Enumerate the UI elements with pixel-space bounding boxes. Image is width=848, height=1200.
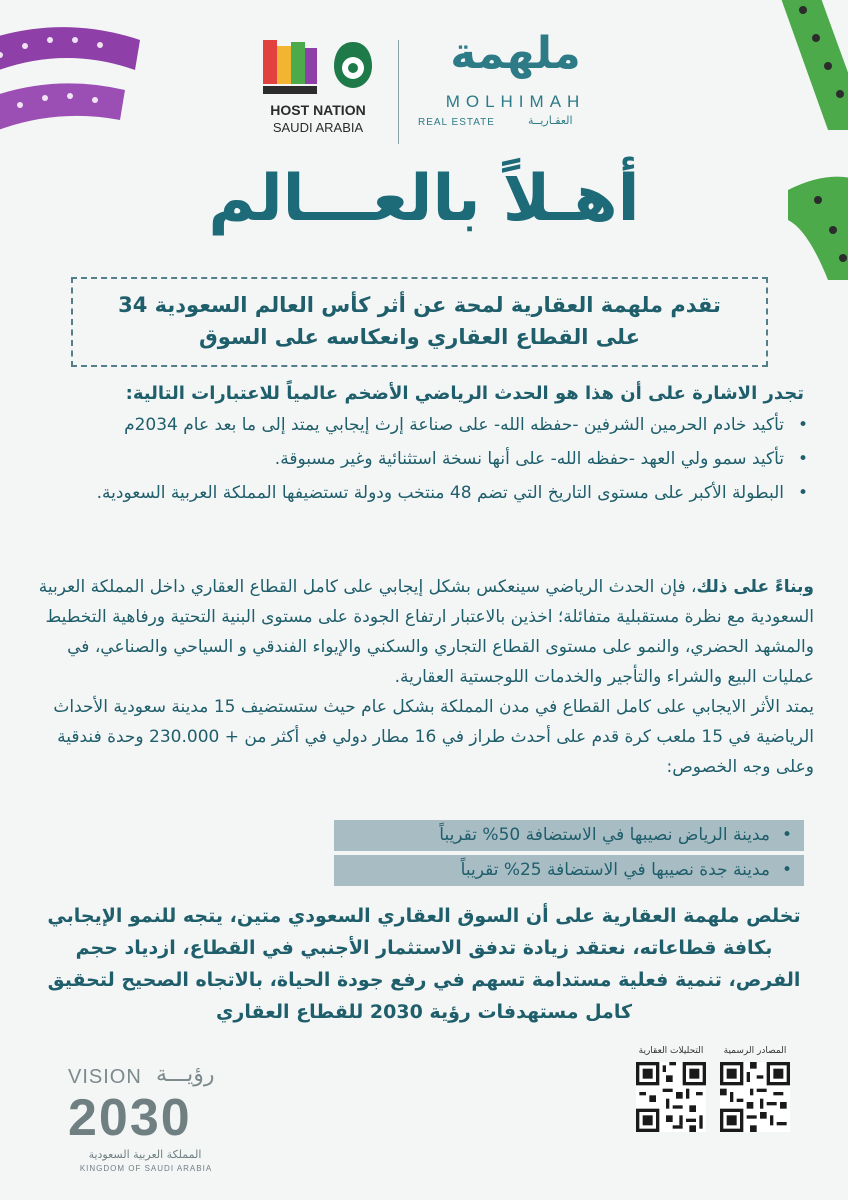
real-estate-arabic: العقـاريــة <box>528 114 573 127</box>
qr-analysis-label: التحليلات العقارية <box>638 1046 704 1056</box>
paragraph-text-1: ، فإن الحدث الرياضي سينعكس بشكل إيجابي على كامل القطاع العقاري داخل المملكة العربية السعودية مع نظرة مستقبلية متفائلة؛ اخذين بالاعتبار ارتفاع الجودة على مستوى البنية التحتية ورفاهية التخطيط والمشهد الحضري، والنمو على مستوى القطاع التجاري والسكني والإيواء الفندقي و السياحي والصناعي، في عمليات البيع والشراء والتأجير والخدمات اللوجستية العقارية. <box>38 577 814 687</box>
highlight-riyadh: • مدينة الرياض نصيبها في الاستضافة 50% تقريباً <box>334 820 804 851</box>
vision-label-arabic: رؤيـــة <box>156 1062 215 1087</box>
saudi-arabia-text: SAUDI ARABIA <box>272 120 364 135</box>
paragraph-lead: وبناءً على ذلك <box>696 577 814 597</box>
purple-ribbon-decoration <box>0 10 150 170</box>
kingdom-name-english: KINGDOM OF SAUDI ARABIA <box>79 1164 213 1173</box>
green-ribbon-decoration <box>768 0 848 130</box>
real-estate-english: REAL ESTATE <box>418 117 495 128</box>
list-item: • تأكيد خادم الحرمين الشرفين -حفظه الله- على صناعة إرث إيجابي يمتد إلى ما بعد عام 2034م <box>44 410 814 440</box>
molhimah-logo-english: MOLHIMAH <box>445 92 586 111</box>
list-item: • البطولة الأكبر على مستوى التاريخ التي تضم 48 منتخب ودولة تستضيفها المملكة العربية السعودية. <box>44 478 814 508</box>
paragraph-text-2: يمتد الأثر الايجابي على كامل القطاع في مدن المملكة بشكل عام حيث ستستضيف 15 مدينة سعودية الأحداث الرياضية في 15 ملعب كرة قدم على أحدث طراز في 16 مطار دولي في أكثر من + 230.000 وحدة فندقية وعلى وجه الخصوص: <box>53 697 814 777</box>
page-title: أهـلاً بالعـــالم <box>208 162 640 236</box>
kingdom-name-arabic: المملكة العربية السعودية <box>88 1148 202 1161</box>
intro-line-2: على القطاع العقاري وانعكاسه على السوق <box>199 325 640 349</box>
qr-code-icon[interactable] <box>636 1062 706 1132</box>
vision-2030-logo <box>60 1062 230 1176</box>
list-item: • تأكيد سمو ولي العهد -حفظه الله- على أنها نسخة استثنائية وغير مسبوقة. <box>44 444 814 474</box>
vision-label-english: VISION <box>68 1066 142 1088</box>
conclusion-text: تخلص ملهمة العقارية على أن السوق العقاري السعودي متين، يتجه للنمو الإيجابي بكافة قطاعاته، نعتقد زيادة تدفق الاستثمار الأجنبي في القطاع، ازدياد حجم الفرص، تنمية فعلية مستدامة تسهم في رفع جودة الحياة، بالاتجاه الصحيح لتحقيق كامل مستهدفات رؤية 2030 للقطاع العقاري <box>47 905 801 1023</box>
intro-line-1: تقدم ملهمة العقارية لمحة عن أثر كأس العالم السعودية 34 <box>118 293 721 317</box>
saudi-2034-logo <box>261 38 319 96</box>
qr-official-block[interactable] <box>720 1046 790 1136</box>
highlight-jeddah: • مدينة جدة نصيبها في الاستضافة 25% تقريباً <box>334 855 804 886</box>
body-paragraph <box>24 572 814 782</box>
intro-box <box>71 277 768 367</box>
host-nation-text: HOST NATION <box>270 102 366 118</box>
considerations-list <box>44 410 814 512</box>
molhimah-logo-arabic: ملهمة <box>450 28 581 79</box>
qr-code-icon[interactable] <box>720 1062 790 1132</box>
qr-analysis-block[interactable] <box>636 1046 706 1136</box>
qr-official-label: المصادر الرسمية <box>723 1046 787 1056</box>
green-ribbon-decoration-lower <box>788 170 848 280</box>
saff-emblem-logo <box>330 40 376 90</box>
vision-year: 2030 <box>68 1089 192 1147</box>
logo-divider <box>398 40 399 144</box>
header-logos <box>258 28 618 148</box>
city-share-list <box>44 820 804 890</box>
considerations-title: تجدر الاشارة على أن هذا هو الحدث الرياضي الأضخم عالمياً للاعتبارات التالية: <box>125 383 804 404</box>
